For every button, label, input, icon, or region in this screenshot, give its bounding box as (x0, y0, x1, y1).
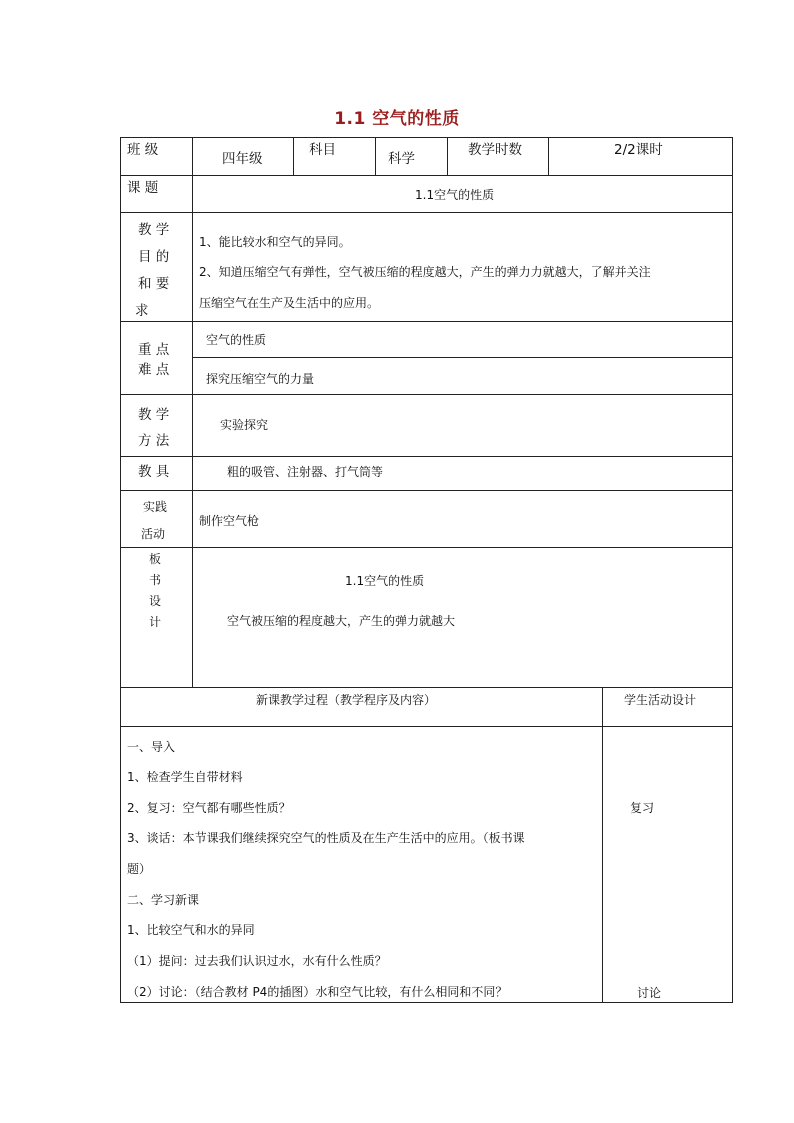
practice-value: 制作空气枪 (199, 514, 260, 528)
process-line: （1）提问：过去我们认识过水，水有什么性质？ (127, 954, 387, 968)
hours-label: 教学时数 (468, 142, 522, 158)
process-line: 题） (127, 862, 152, 876)
practice-label-line: 活动 (141, 527, 166, 541)
method-label-line: 方 法 (138, 433, 170, 449)
subject-label: 科目 (309, 142, 336, 158)
row-divider (120, 687, 733, 688)
column-divider (375, 137, 376, 175)
board-label-line: 板 (149, 552, 162, 566)
activity-discuss: 讨论 (637, 986, 662, 1000)
row-divider (120, 490, 733, 491)
objective-item: 压缩空气在生产及生活中的应用。 (199, 296, 380, 310)
method-value: 实验探究 (220, 418, 269, 432)
board-label-line: 计 (149, 615, 162, 629)
subject-value: 科学 (388, 151, 415, 167)
table-border-bottom (120, 1002, 733, 1003)
process-line: 二、学习新课 (127, 893, 200, 907)
board-label-line: 设 (149, 594, 162, 608)
board-content: 空气被压缩的程度越大，产生的弹力就越大 (227, 614, 456, 628)
column-divider (192, 137, 193, 688)
process-line: 1、检查学生自带材料 (127, 770, 243, 784)
row-divider (192, 357, 733, 358)
process-line: 2、复习：空气都有哪些性质？ (127, 801, 291, 815)
objective-item: 2、知道压缩空气有弹性，空气被压缩的程度越大，产生的弹力力就越大，了解并关注 (199, 265, 651, 279)
hours-value: 2/2课时 (614, 142, 663, 158)
process-line: 3、谈话：本节课我们继续探究空气的性质及在生产生活中的应用。（板书课 (127, 831, 525, 845)
row-divider (120, 394, 733, 395)
objectives-label-line: 和 要 (138, 276, 170, 292)
board-title: 1.1空气的性质 (345, 574, 425, 588)
difficult-point-value: 探究压缩空气的力量 (206, 372, 315, 386)
board-label-line: 书 (149, 573, 162, 587)
column-divider (293, 137, 294, 175)
row-divider (120, 456, 733, 457)
row-divider (120, 321, 733, 322)
tools-label: 教 具 (138, 464, 170, 480)
column-divider (447, 137, 448, 175)
topic-label: 课 题 (127, 180, 159, 196)
objectives-label-line: 求 (135, 303, 149, 319)
table-border-right (732, 137, 733, 1003)
topic-value: 1.1空气的性质 (415, 188, 495, 202)
activity-review: 复习 (630, 801, 655, 815)
row-divider (120, 726, 733, 727)
row-divider (120, 547, 733, 548)
column-divider (602, 687, 603, 1003)
objectives-label-line: 目 的 (138, 249, 170, 265)
page-title: 1.1 空气的性质 (334, 109, 460, 129)
method-label-line: 教 学 (138, 407, 170, 423)
class-label: 班 级 (127, 142, 159, 158)
column-divider (548, 137, 549, 175)
tools-value: 粗的吸管、注射器、打气筒等 (227, 465, 384, 479)
process-header-right: 学生活动设计 (624, 693, 697, 707)
class-value: 四年级 (222, 151, 263, 167)
key-points-label-line: 难 点 (138, 362, 170, 378)
process-header-left: 新课教学过程（教学程序及内容） (256, 693, 437, 707)
table-border-top (120, 137, 733, 138)
row-divider (120, 212, 733, 213)
process-line: 1、比较空气和水的异同 (127, 923, 255, 937)
process-line: 一、导入 (127, 740, 176, 754)
objectives-label-line: 教 学 (138, 222, 170, 238)
row-divider (120, 175, 733, 176)
practice-label-line: 实践 (143, 500, 168, 514)
objective-item: 1、能比较水和空气的异同。 (199, 235, 351, 249)
table-border-left (120, 137, 121, 1003)
key-point-value: 空气的性质 (206, 333, 267, 347)
key-points-label-line: 重 点 (138, 342, 170, 358)
process-line: （2）讨论：（结合教材 P4的插图）水和空气比较，有什么相同和不同？ (127, 985, 508, 999)
